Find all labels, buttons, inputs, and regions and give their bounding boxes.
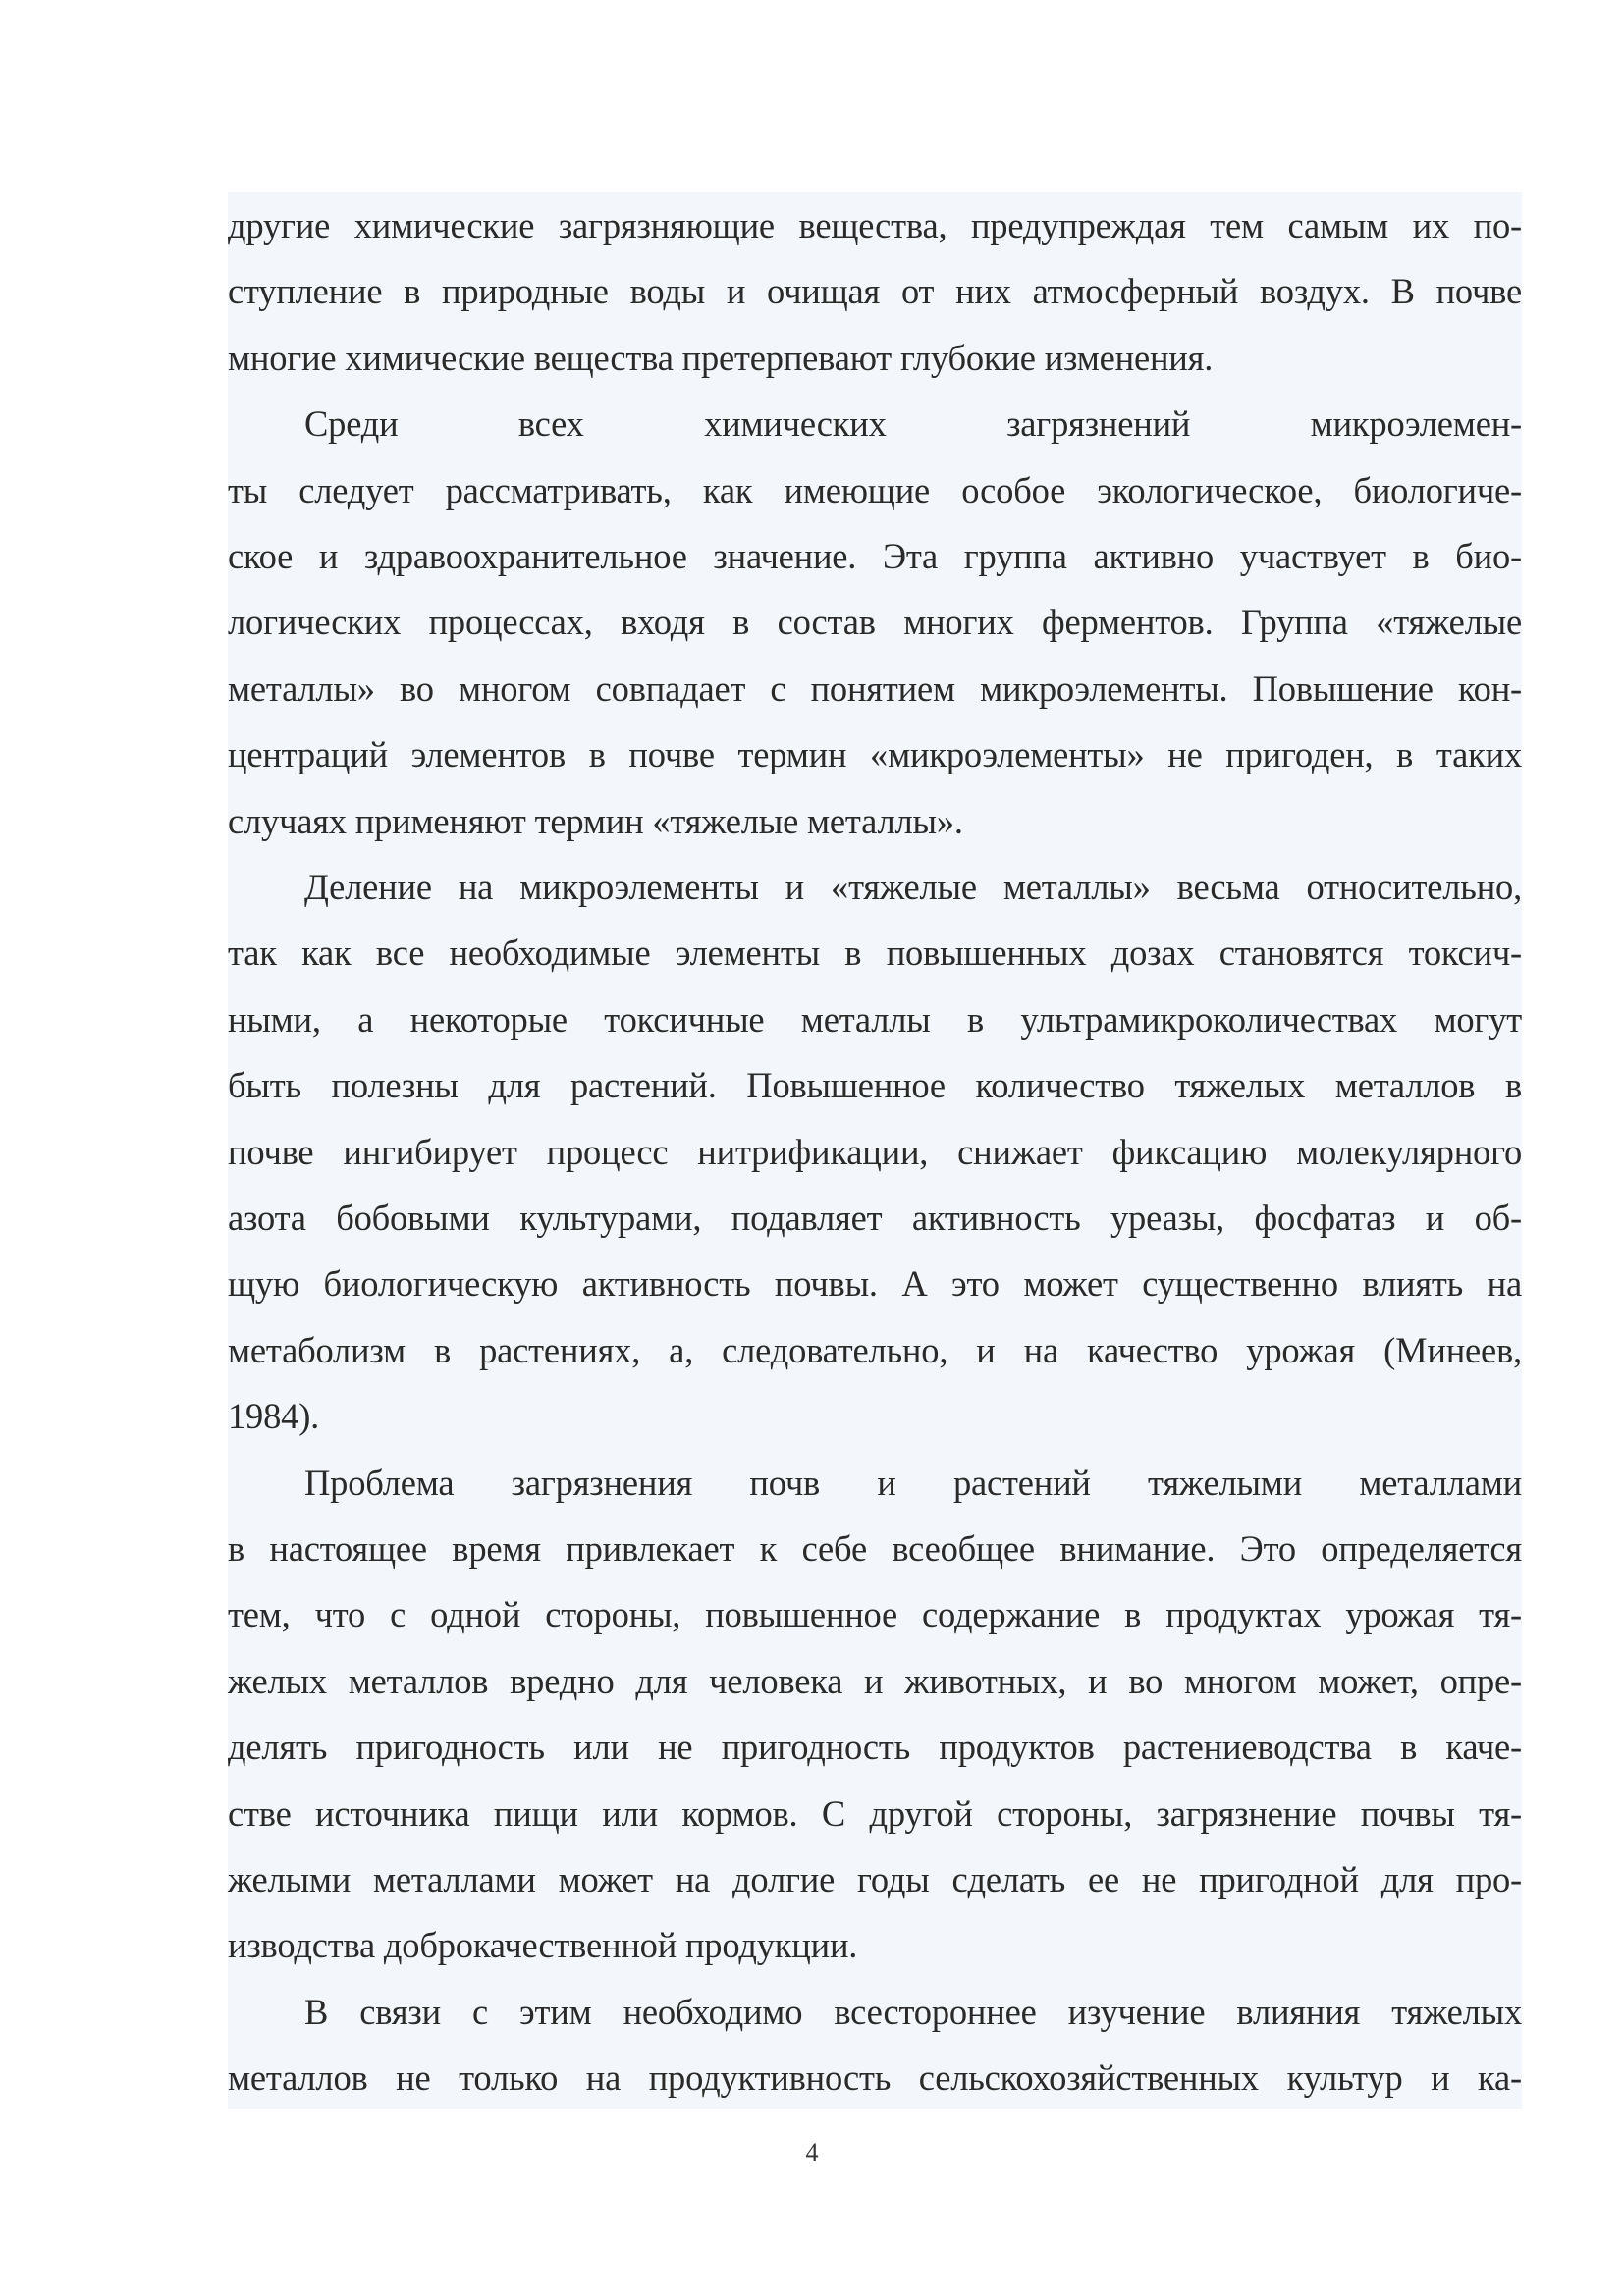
text-line: 1984). <box>228 1396 320 1437</box>
text-line: метаболизм в растениях, а, следовательно, и на качество урожая (Минеев, <box>228 1329 1522 1370</box>
text-line: делять пригодность или не пригодность продуктов растениеводства в каче- <box>228 1727 1522 1768</box>
text-line: многие химические вещества претерпевают глубокие изменения. <box>228 337 1214 378</box>
text-line: ты следует рассматривать, как имеющие особое экологическое, биологиче- <box>228 469 1522 510</box>
text-line: логических процессах, входя в состав многих ферментов. Группа «тяжелые <box>228 602 1522 643</box>
text-line: быть полезны для растений. Повышенное количество тяжелых металлов в <box>228 1065 1522 1106</box>
paragraph-first-line: Деление на микроэлементы и «тяжелые металлы» весьма относительно, <box>304 867 1522 907</box>
text-line: почве ингибирует процесс нитрификации, снижает фиксацию молекулярного <box>228 1131 1522 1172</box>
text-line: ными, а некоторые токсичные металлы в ультрамикроколичествах могут <box>228 998 1522 1040</box>
text-line: желыми металлами может на долгие годы сделать ее не пригодной для про- <box>228 1859 1522 1899</box>
text-line: изводства доброкачественной продукции. <box>228 1925 858 1966</box>
text-line: желых металлов вредно для человека и животных, и во многом может, опре- <box>228 1660 1522 1701</box>
text-line: так как все необходимые элементы в повышенных дозах становятся токсич- <box>228 933 1522 974</box>
text-line: ское и здравоохранительное значение. Эта группа активно участвует в био- <box>228 536 1522 576</box>
text-line: ступление в природные воды и очищая от них атмосферный воздух. В почве <box>228 271 1522 312</box>
paragraph-first-line: Среди всех химических загрязнений микроэлемен- <box>304 403 1522 445</box>
text-line: случаях применяют термин «тяжелые металлы». <box>228 800 963 841</box>
text-line: стве источника пищи или кормов. С другой стороны, загрязнение почвы тя- <box>228 1792 1522 1834</box>
text-line: другие химические загрязняющие вещества, предупреждая тем самым их по- <box>228 205 1522 245</box>
text-line: металлов не только на продуктивность сельскохозяйственных культур и ка- <box>228 2057 1522 2099</box>
text-line: тем, что с одной стороны, повышенное содержание в продуктах урожая тя- <box>228 1594 1522 1635</box>
text-line: в настоящее время привлекает к себе всеобщее внимание. Это определяется <box>228 1528 1522 1569</box>
text-line: азота бобовыми культурами, подавляет активность уреазы, фосфатаз и об- <box>228 1198 1522 1238</box>
paragraph-first-line: В связи с этим необходимо всестороннее изучение влияния тяжелых <box>304 1991 1522 2032</box>
text-line: металлы» во многом совпадает с понятием микроэлементы. Повышение кон- <box>228 667 1522 709</box>
text-line: щую биологическую активность почвы. А это может существенно влиять на <box>228 1263 1522 1305</box>
page-number: 4 <box>805 2138 819 2166</box>
text-line: центраций элементов в почве термин «микроэлементы» не пригоден, в таких <box>228 734 1522 775</box>
body-text-block <box>228 192 1522 2109</box>
paragraph-first-line: Проблема загрязнения почв и растений тяжелыми металлами <box>304 1462 1522 1503</box>
